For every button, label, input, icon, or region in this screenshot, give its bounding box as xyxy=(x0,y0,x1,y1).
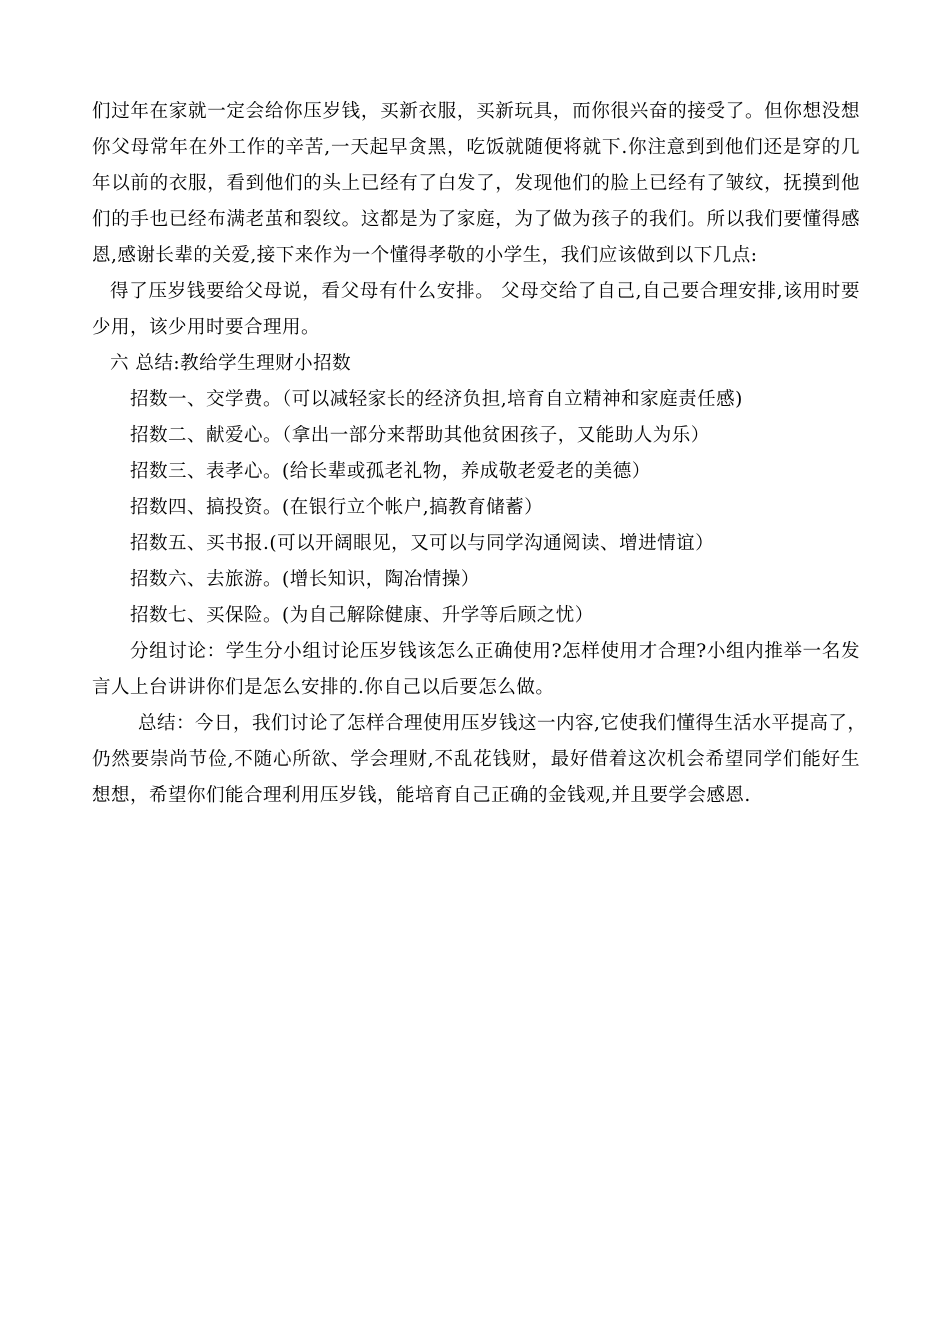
paragraph-gratitude xyxy=(92,94,860,274)
list-item: 招数二、献爱心。（拿出一部分来帮助其他贫困孩子，又能助人为乐） xyxy=(130,425,710,446)
text-line: 们过年在家就一定会给你压岁钱，买新衣服，买新玩具，而你很兴奋的接受了。但你想没想 xyxy=(92,101,860,122)
list-item: 招数三、表孝心。(给长辈或孤老礼物，养成敬老爱老的美德） xyxy=(130,461,651,482)
text-line: 得了压岁钱要给父母说，看父母有什么安排。 父母交给了自己,自己要合理安排,该用时要 xyxy=(110,281,860,302)
list-item: 招数七、买保险。(为自己解除健康、升学等后顾之忧） xyxy=(130,605,594,626)
text-line: 们的手也已经布满老茧和裂纹。这都是为了家庭，为了做为孩子的我们。所以我们要懂得感 xyxy=(92,209,860,230)
list-item: 招数五、买书报.(可以开阔眼见，又可以与同学沟通阅读、增进情谊） xyxy=(130,533,715,554)
paragraph-discussion xyxy=(92,634,860,706)
document-body xyxy=(92,94,867,814)
text-line: 分组讨论：学生分小组讨论压岁钱该怎么正确使用?怎样使用才合理?小组内推举一名发 xyxy=(130,641,860,662)
text-line: 你父母常年在外工作的辛苦,一天起早贪黑，吃饭就随便将就下.你注意到到他们还是穿的几 xyxy=(92,137,860,158)
text-line: 言人上台讲讲你们是怎么安排的.你自己以后要怎么做。 xyxy=(92,677,555,698)
text-line: 恩,感谢长辈的关爱,接下来作为一个懂得孝敬的小学生，我们应该做到以下几点: xyxy=(92,245,758,266)
paragraph-summary xyxy=(92,706,867,814)
text-line: 少用，该少用时要合理用。 xyxy=(92,317,321,338)
list-item: 招数四、搞投资。(在银行立个帐户,搞教育储蓄） xyxy=(130,497,544,518)
list-item: 招数一、交学费。（可以减轻家长的经济负担,培育自立精神和家庭责任感) xyxy=(130,389,743,410)
text-line: 想想，希望你们能合理利用压岁钱，能培育自己正确的金钱观,并且要学会感恩. xyxy=(92,785,751,806)
paragraph-arrangement xyxy=(92,274,860,346)
list-item: 招数六、去旅游。(增长知识，陶冶情操） xyxy=(130,569,480,590)
text-line: 仍然要崇尚节俭,不随心所欲、学会理财,不乱花钱财，最好借着这次机会希望同学们能好生 xyxy=(92,749,860,770)
section-heading: 六 总结:教给学生理财小招数 xyxy=(110,353,352,374)
text-line: 总结：今日，我们讨论了怎样合理使用压岁钱这一内容,它使我们懂得生活水平提高了， xyxy=(138,713,867,734)
tips-list xyxy=(92,382,860,634)
text-line: 年以前的衣服，看到他们的头上已经有了白发了，发现他们的脸上已经有了皱纹，抚摸到他 xyxy=(92,173,860,194)
